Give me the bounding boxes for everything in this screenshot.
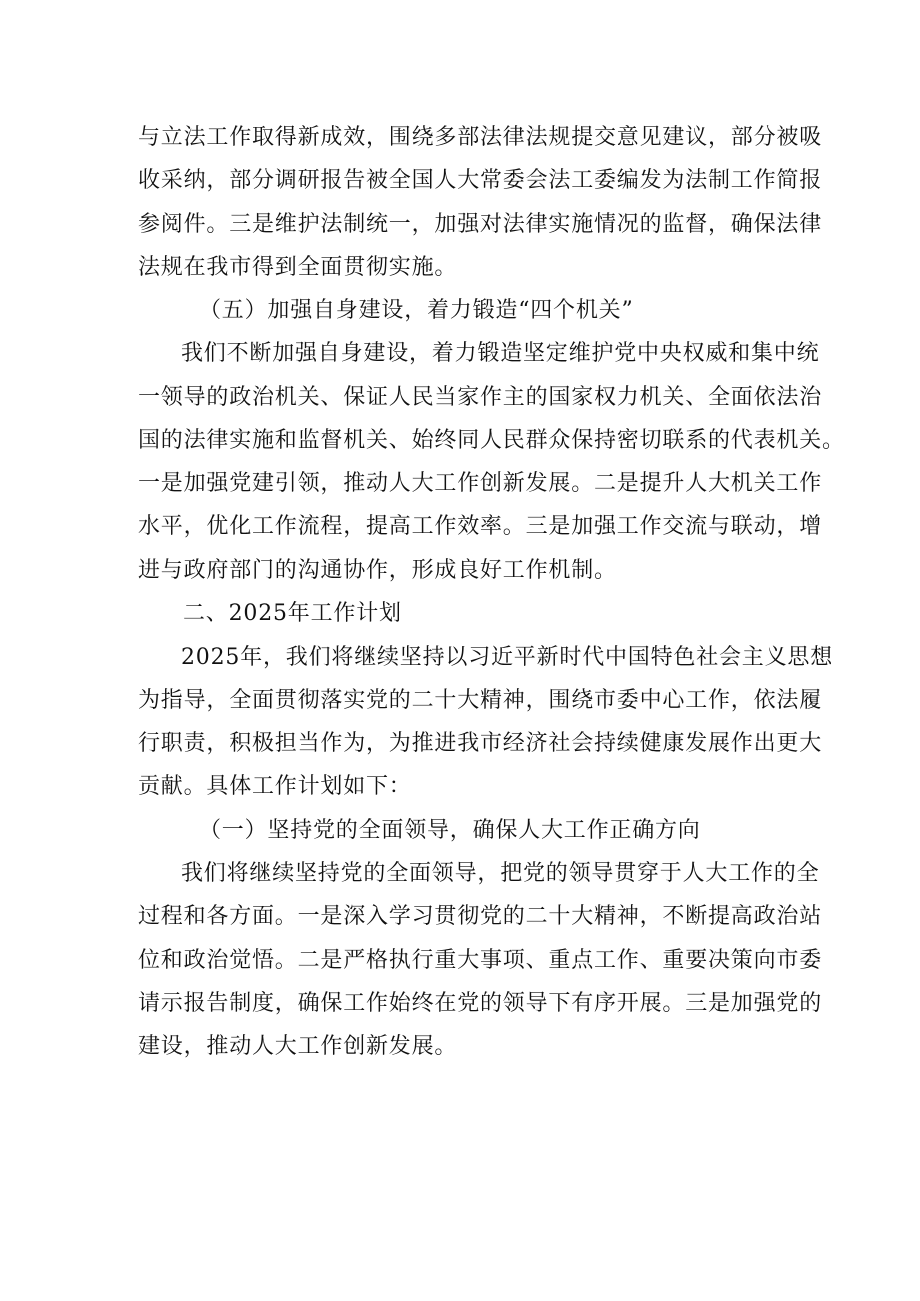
paragraph-first-line: 我们将继续坚持党的全面领导，把党的领导贯穿于人大工作的全 (181, 861, 820, 886)
section-heading: （五）加强自身建设，着力锻造“四个机关” (199, 298, 634, 323)
text-line: 为指导，全面贯彻落实党的二十大精神，围绕市委中心工作，依法履 (138, 688, 823, 713)
text-line: 请示报告制度，确保工作始终在党的领导下有序开展。三是加强党的 (138, 991, 823, 1016)
paragraph-first-line: 2025年，我们将继续坚持以习近平新时代中国特色社会主义思想 (181, 645, 833, 670)
chapter-heading: 二、2025年工作计划 (183, 601, 402, 626)
text-line: 贡献。具体工作计划如下： (138, 774, 412, 799)
paragraph-first-line: 我们不断加强自身建设，着力锻造坚定维护党中央权威和集中统 (181, 341, 820, 366)
text-line: 行职责，积极担当作为，为推进我市经济社会持续健康发展作出更大 (138, 731, 823, 756)
text-line: 一是加强党建引领，推动人大工作创新发展。二是提升人大机关工作 (138, 471, 823, 496)
text-line: 进与政府部门的沟通协作，形成良好工作机制。 (138, 558, 617, 583)
text-line: 法规在我市得到全面贯彻实施。 (138, 255, 458, 280)
text-line: 水平，优化工作流程，提高工作效率。三是加强工作交流与联动，增 (138, 514, 823, 539)
text-line: 国的法律实施和监督机关、始终同人民群众保持密切联系的代表机关。 (138, 428, 845, 453)
text-line: 过程和各方面。一是深入学习贯彻党的二十大精神，不断提高政治站 (138, 904, 823, 929)
text-line: 建设，推动人大工作创新发展。 (138, 1034, 458, 1059)
text-line: 一领导的政治机关、保证人民当家作主的国家权力机关、全面依法治 (138, 385, 823, 410)
text-line: 位和政治觉悟。二是严格执行重大事项、重点工作、重要决策向市委 (138, 948, 823, 973)
text-line: 与立法工作取得新成效，围绕多部法律法规提交意见建议，部分被吸 (138, 125, 823, 150)
text-line: 参阅件。三是维护法制统一，加强对法律实施情况的监督，确保法律 (138, 212, 823, 237)
section-heading: （一）坚持党的全面领导，确保人大工作正确方向 (199, 818, 701, 843)
text-line: 收采纳，部分调研报告被全国人大常委会法工委编发为法制工作简报 (138, 168, 823, 193)
